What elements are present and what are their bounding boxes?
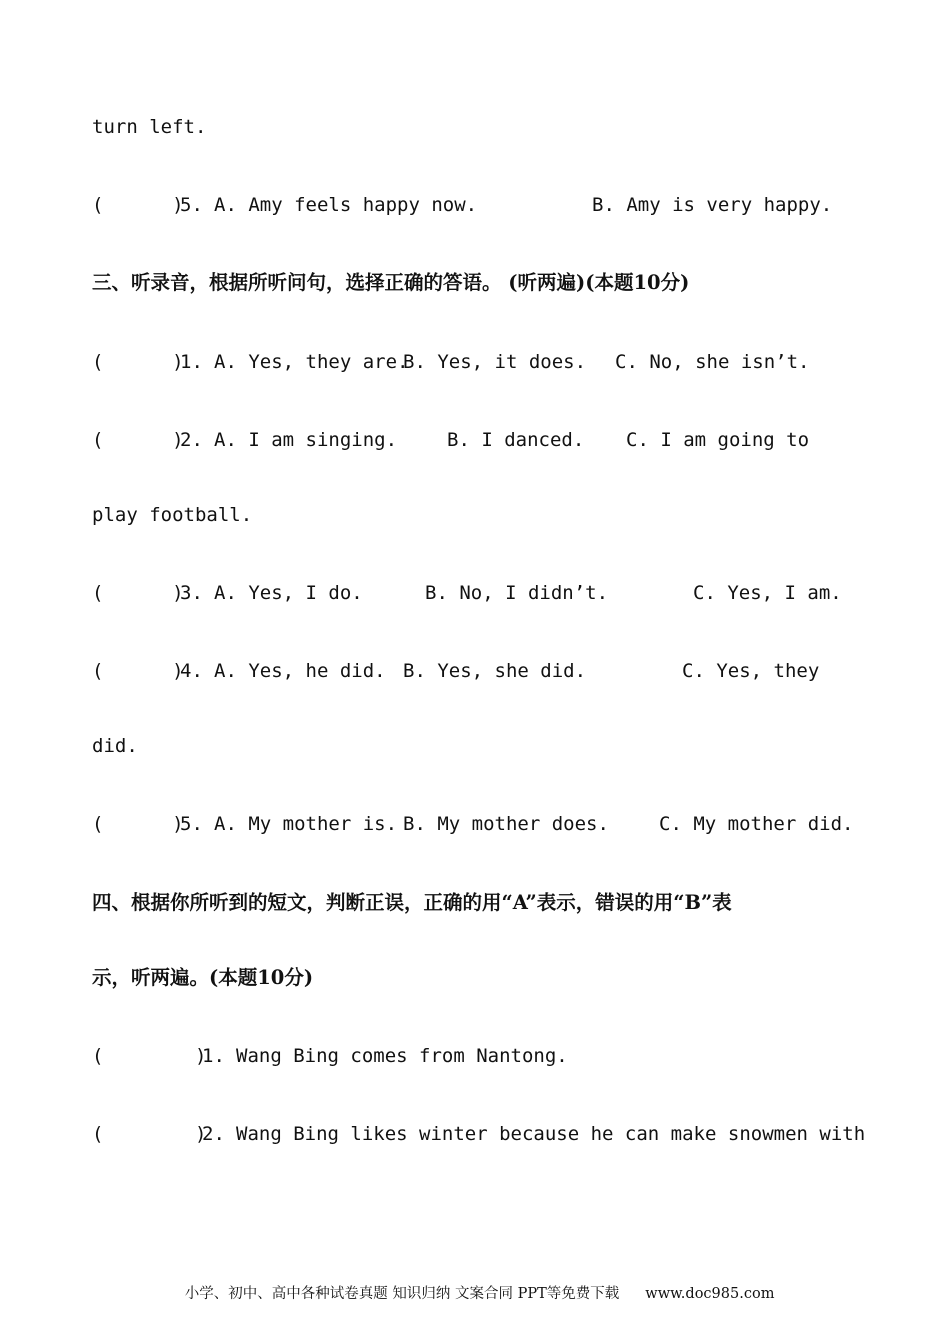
option-c: C. No, she isn’t. (615, 351, 810, 373)
question-row-s4-q2 (92, 1122, 872, 1218)
option-a: A. Yes, he did. (214, 660, 386, 682)
answer-blank[interactable]: ( ) (92, 582, 184, 604)
question-row-s3-q5 (92, 812, 872, 956)
question-number: 5. (180, 813, 203, 835)
answer-blank[interactable]: ( ) (92, 429, 184, 451)
option-b: B. No, I didn’t. (425, 582, 609, 604)
question-number: 5. (180, 194, 203, 216)
question-row-s3-q4 (92, 659, 872, 803)
option-b: B. Yes, she did. (403, 660, 587, 682)
question-number: 2. (180, 429, 203, 451)
option-c: C. I am going to (626, 429, 810, 451)
question-continuation: play football. (92, 504, 253, 526)
option-a: A. My mother is. (214, 813, 398, 835)
option-a: A. I am singing. (214, 429, 398, 451)
question-row-s3-q2 (92, 428, 872, 572)
option-c: C. Yes, they (682, 660, 820, 682)
section-heading-continuation: 示，听两遍。(本题10分) (92, 966, 314, 989)
option-a: A. Yes, they are. (214, 351, 409, 373)
option-b: B. Amy is very happy. (592, 194, 833, 216)
statement-text: Wang Bing likes winter because he can make snowmen with (236, 1123, 866, 1145)
answer-blank[interactable]: ( ) (92, 194, 184, 216)
question-number: 3. (180, 582, 203, 604)
page-footer (0, 1264, 950, 1304)
footer-link[interactable]: www.doc985.com (645, 1286, 775, 1302)
section-heading: 四、根据你所听到的短文，判断正误，正确的用“A”表示，错误的用“B”表 (92, 891, 732, 914)
option-b: B. I danced. (447, 429, 585, 451)
question-number: 1. (180, 351, 203, 373)
option-c: C. Yes, I am. (693, 582, 842, 604)
answer-blank[interactable]: ( ) (92, 813, 184, 835)
option-a: A. Amy feels happy now. (214, 194, 478, 216)
option-c: C. My mother did. (659, 813, 854, 835)
option-b: B. My mother does. (403, 813, 609, 835)
question-number: 4. (180, 660, 203, 682)
option-a: A. Yes, I do. (214, 582, 363, 604)
question-number: 2. (202, 1123, 225, 1145)
answer-blank[interactable]: ( ) (92, 1045, 207, 1067)
option-b: B. Yes, it does. (403, 351, 587, 373)
section-heading: 三、听录音，根据所听问句，选择正确的答语。 (听两遍)(本题10分) (92, 271, 690, 294)
answer-blank[interactable]: ( ) (92, 1123, 207, 1145)
statement-text: Wang Bing comes from Nantong. (236, 1045, 568, 1067)
question-continuation: turn left. (92, 116, 207, 138)
answer-blank[interactable]: ( ) (92, 660, 184, 682)
question-continuation: did. (92, 735, 138, 757)
footer-text: 小学、初中、高中各种试卷真题 知识归纳 文案合同 PPT等免费下载 (184, 1286, 620, 1302)
question-number: 1. (202, 1045, 225, 1067)
question-row-s2-q5 (92, 193, 872, 313)
answer-blank[interactable]: ( ) (92, 351, 184, 373)
